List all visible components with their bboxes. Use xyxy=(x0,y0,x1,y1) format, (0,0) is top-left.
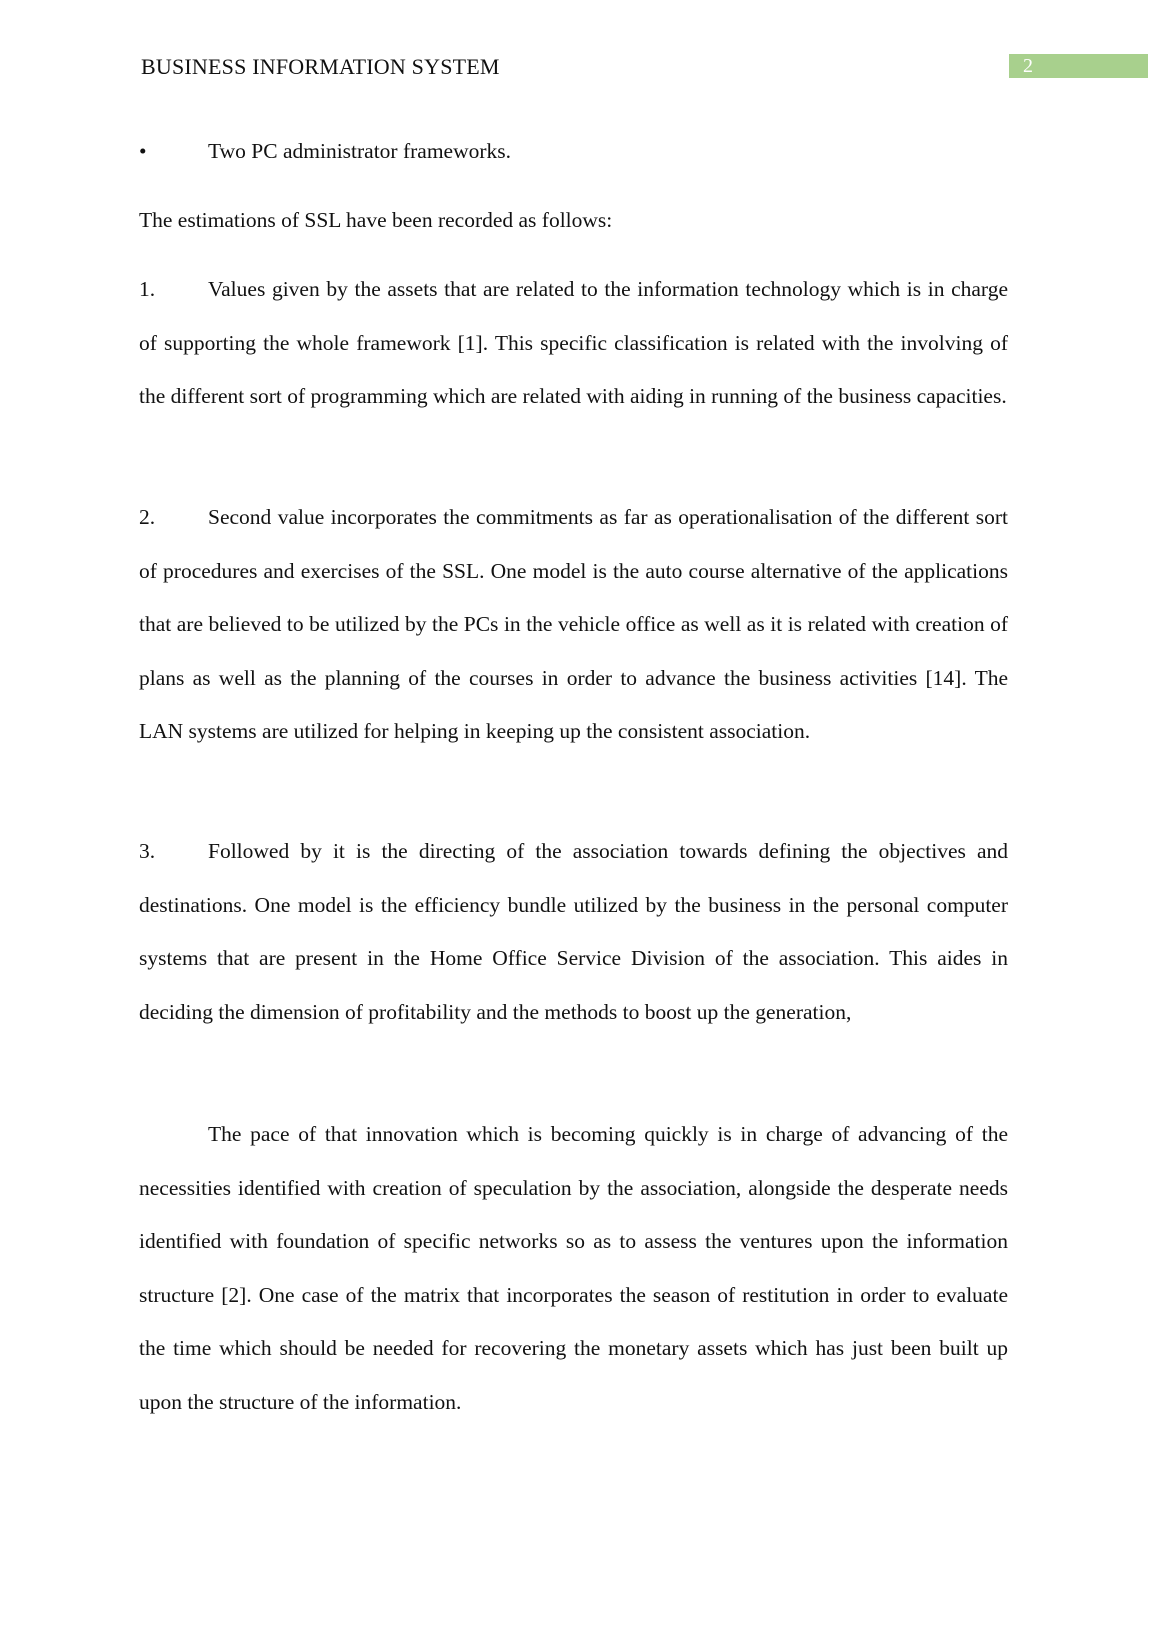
numbered-item-2 xyxy=(139,491,1008,759)
numbered-item-3 xyxy=(139,825,1008,1039)
page-number-badge: 2 xyxy=(1009,54,1148,78)
bullet-item xyxy=(139,125,1008,179)
item-text: Followed by it is the directing of the association towards defining the objectives and destinations. One model is the efficiency bundle utilized by the business in the personal computer systems that are present in the Home Office Service Division of the association. This aides in deciding the dimension of profitability and the methods to boost up the generation, xyxy=(139,839,1008,1024)
closing-paragraph xyxy=(139,1108,1008,1429)
item-text: Values given by the assets that are related to the information technology which is in charge of supporting the whole framework [1]. This specific classification is related with the involving of the different sort of programming which are related with aiding in running of the business capacities. xyxy=(139,277,1008,408)
intro-paragraph: The estimations of SSL have been recorded as follows: xyxy=(139,208,613,232)
item-number: 3. xyxy=(139,839,156,863)
numbered-item-1 xyxy=(139,263,1008,424)
closing-paragraph-text: The pace of that innovation which is becoming quickly is in charge of advancing of the necessities identified with creation of speculation by the association, alongside the desperate needs identified with foundation of specific networks so as to assess the ventures upon the information structure [2]. One case of the matrix that incorporates the season of restitution in order to evaluate the time which should be needed for recovering the monetary assets which has just been built up upon the structure of the information. xyxy=(139,1122,1008,1414)
bullet-text: Two PC administrator frameworks. xyxy=(208,139,512,163)
item-number: 1. xyxy=(139,277,156,301)
bullet-marker: • xyxy=(139,139,147,163)
item-number: 2. xyxy=(139,505,156,529)
item-text: Second value incorporates the commitments as far as operationalisation of the different sort of procedures and exercises of the SSL. One model is the auto course alternative of the applications that are believed to be utilized by the PCs in the vehicle office as well as it is related with creation of plans as well as the planning of the courses in order to advance the business activities [14]. The LAN systems are utilized for helping in keeping up the consistent association. xyxy=(139,505,1008,743)
running-head: BUSINESS INFORMATION SYSTEM xyxy=(141,54,500,79)
